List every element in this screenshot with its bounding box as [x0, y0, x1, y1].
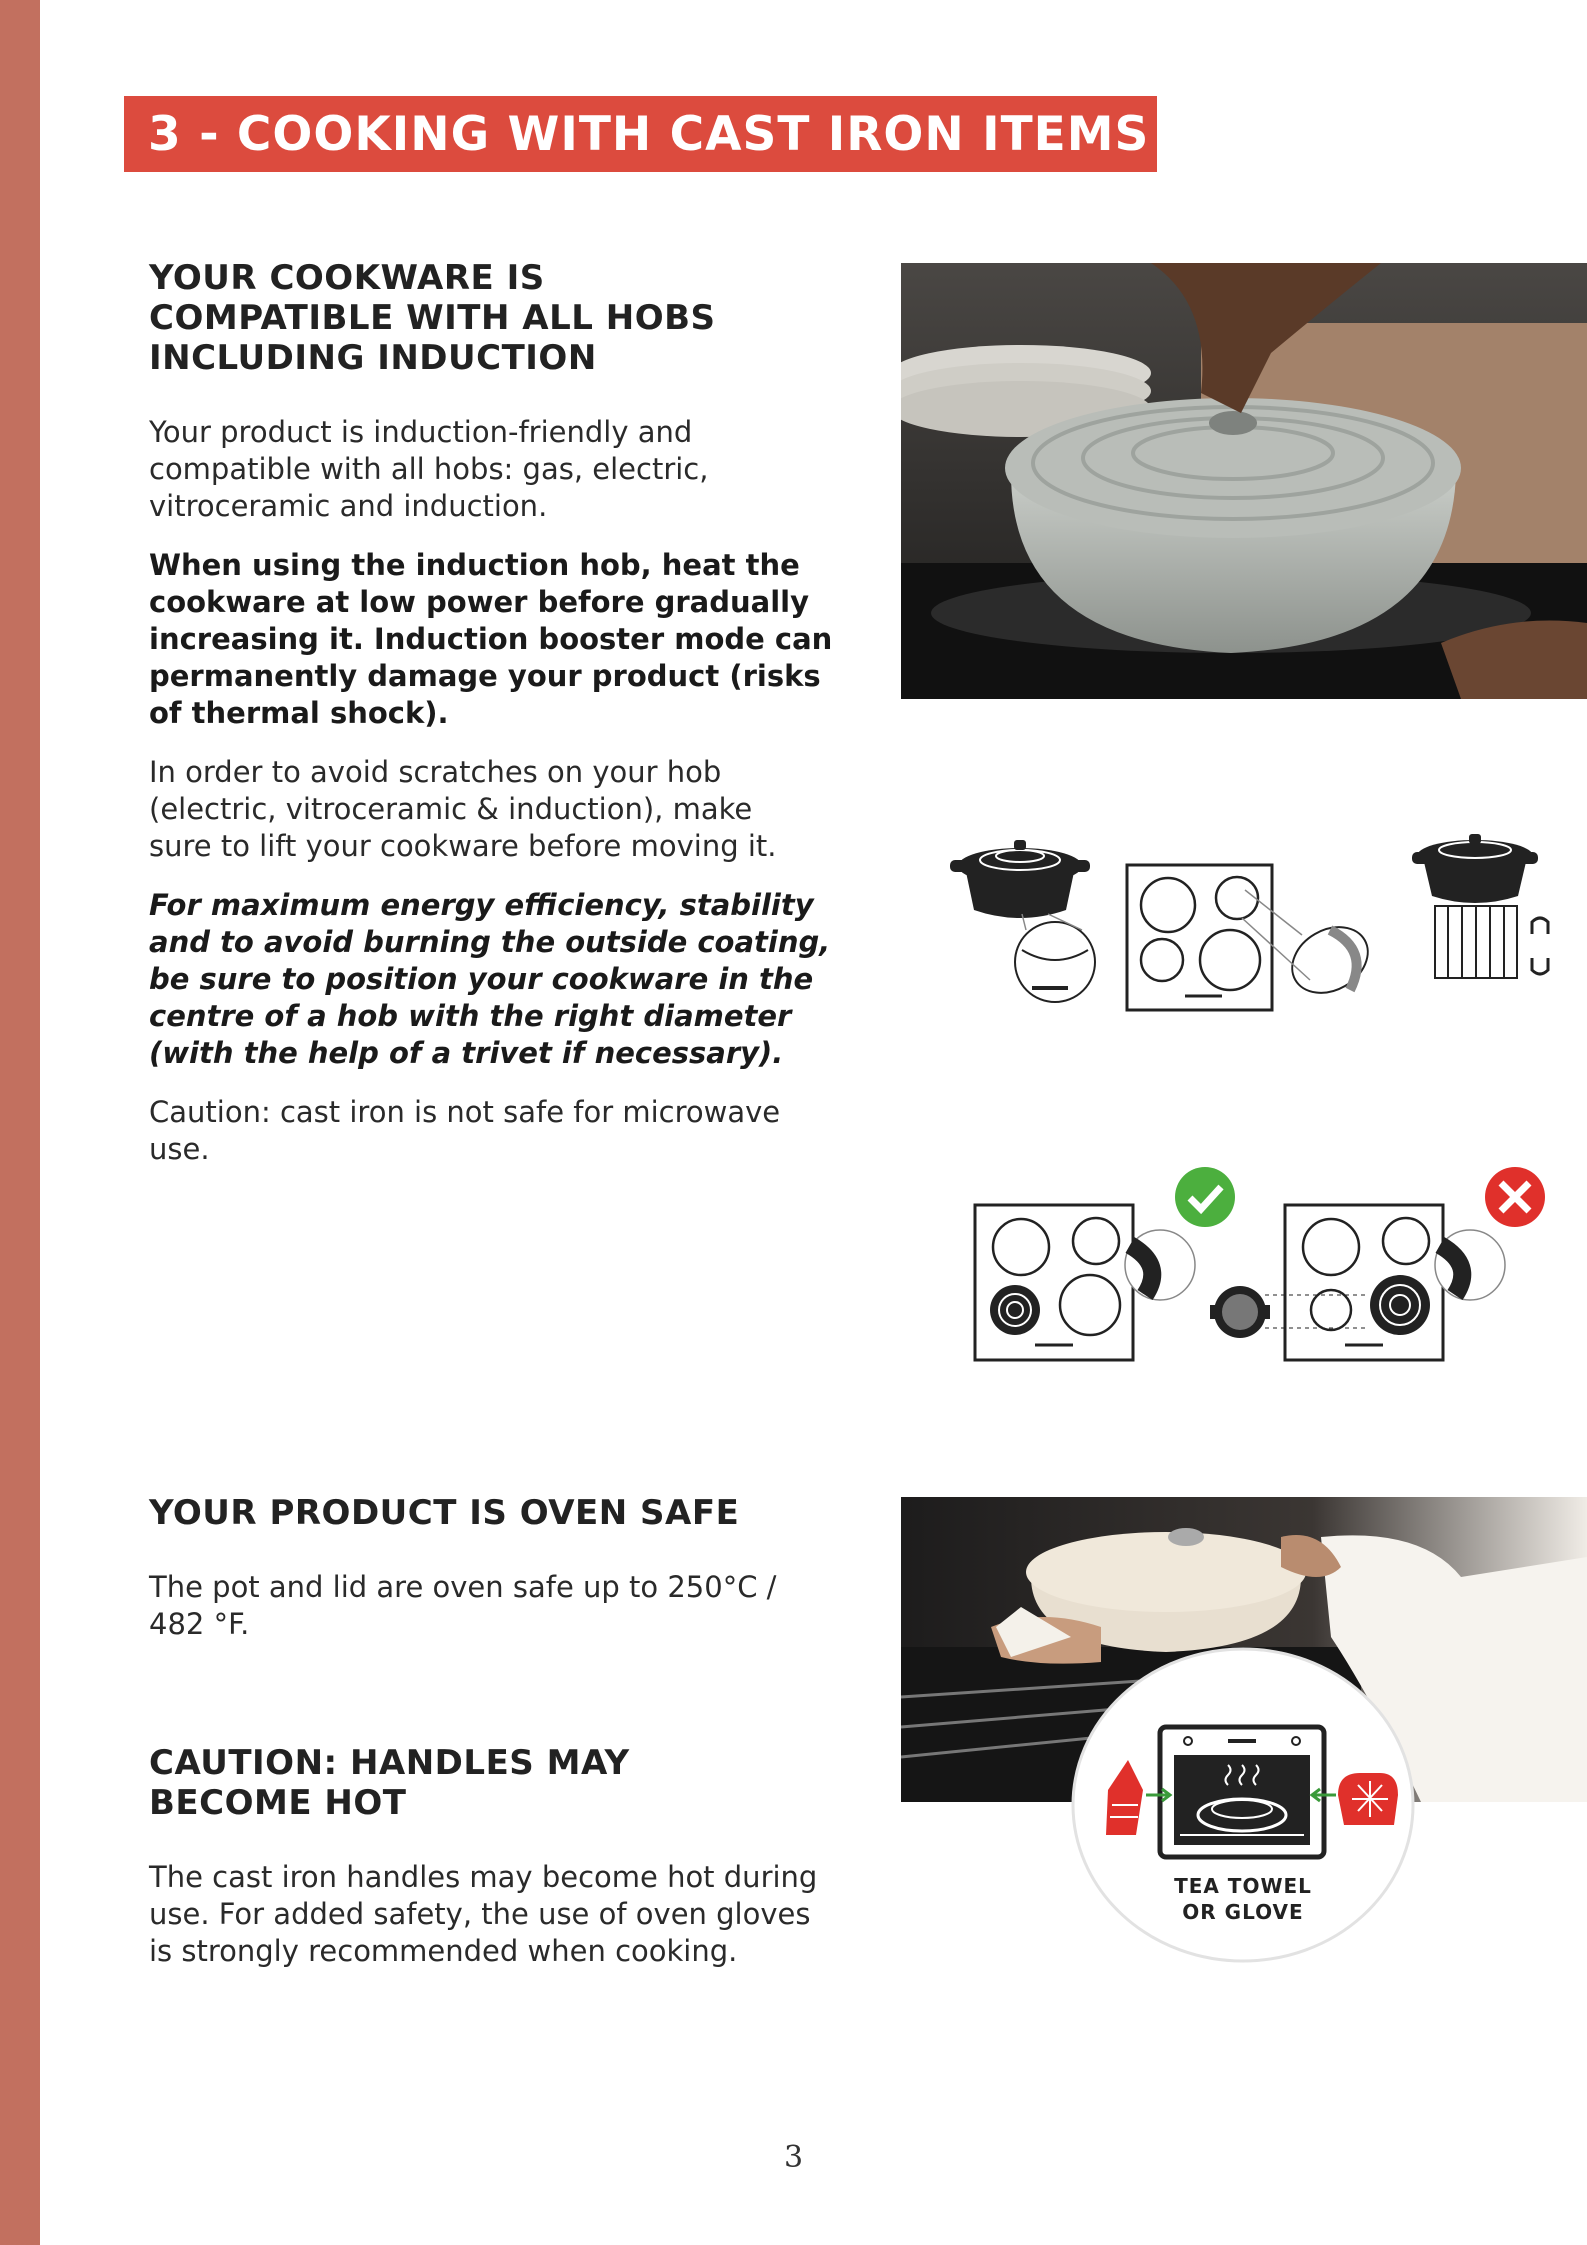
- hobs-paragraph-5: Caution: cast iron is not safe for microwave use.: [149, 1095, 781, 1166]
- section-banner: [124, 96, 1157, 172]
- banner-title: 3 - COOKING WITH CAST IRON ITEMS: [148, 106, 1150, 162]
- oven-section: [149, 1493, 839, 1643]
- hobs-paragraph-3: In order to avoid scratches on your hob (electric, vitroceramic & induction), make sure to lift your cookware before moving it.: [149, 755, 777, 863]
- badge-line-1: TEA TOWEL: [1174, 1874, 1312, 1898]
- induction-hob-photo: [901, 263, 1587, 699]
- oven-paragraph: The pot and lid are oven safe up to 250°C / 482 °F.: [149, 1570, 777, 1641]
- tea-towel-badge: [1068, 1645, 1418, 1965]
- hobs-paragraph-4: For maximum energy efficiency, stability and to avoid burning the outside coating, be sure to position your cookware in the centre of a hob with the right diameter (with the help of a trivet if necessary).: [149, 888, 831, 1070]
- handles-section: [149, 1743, 839, 1970]
- hobs-paragraph-2: When using the induction hob, heat the cookware at low power before gradually increasing it. Induction booster mode can permanently damage your product (risks of thermal shock).: [149, 548, 833, 730]
- handles-paragraph: The cast iron handles may become hot during use. For added safety, the use of oven gloves is strongly recommended when cooking.: [149, 1860, 818, 1968]
- page-number: 3: [783, 2140, 804, 2175]
- hobs-section: [149, 258, 839, 1168]
- correct-placement-icon: [975, 1205, 1195, 1360]
- oven-icon: [1160, 1727, 1324, 1857]
- lift-cookware-diagram: [930, 830, 1550, 1020]
- pot-topview-icon: [1210, 1286, 1270, 1338]
- side-color-strip: [0, 0, 40, 2245]
- hobs-heading: YOUR COOKWARE IS COMPATIBLE WITH ALL HOBS INCLUDING INDUCTION: [149, 258, 716, 378]
- pot-on-trivet-icon: [1412, 834, 1548, 978]
- cross-icon: [1485, 1167, 1545, 1227]
- handles-heading: CAUTION: HANDLES MAY BECOME HOT: [149, 1743, 630, 1823]
- check-icon: [1175, 1167, 1235, 1227]
- badge-line-2: OR GLOVE: [1182, 1900, 1304, 1924]
- oven-heading: YOUR PRODUCT IS OVEN SAFE: [149, 1493, 740, 1533]
- hob-size-diagram: [965, 1165, 1547, 1365]
- incorrect-placement-icon: [1265, 1205, 1505, 1360]
- hob-top-icon: [1127, 865, 1272, 1010]
- hobs-paragraph-1: Your product is induction-friendly and compatible with all hobs: gas, electric, vitroceramic and induction.: [149, 415, 709, 523]
- pot-lifted-left-icon: [950, 840, 1095, 1002]
